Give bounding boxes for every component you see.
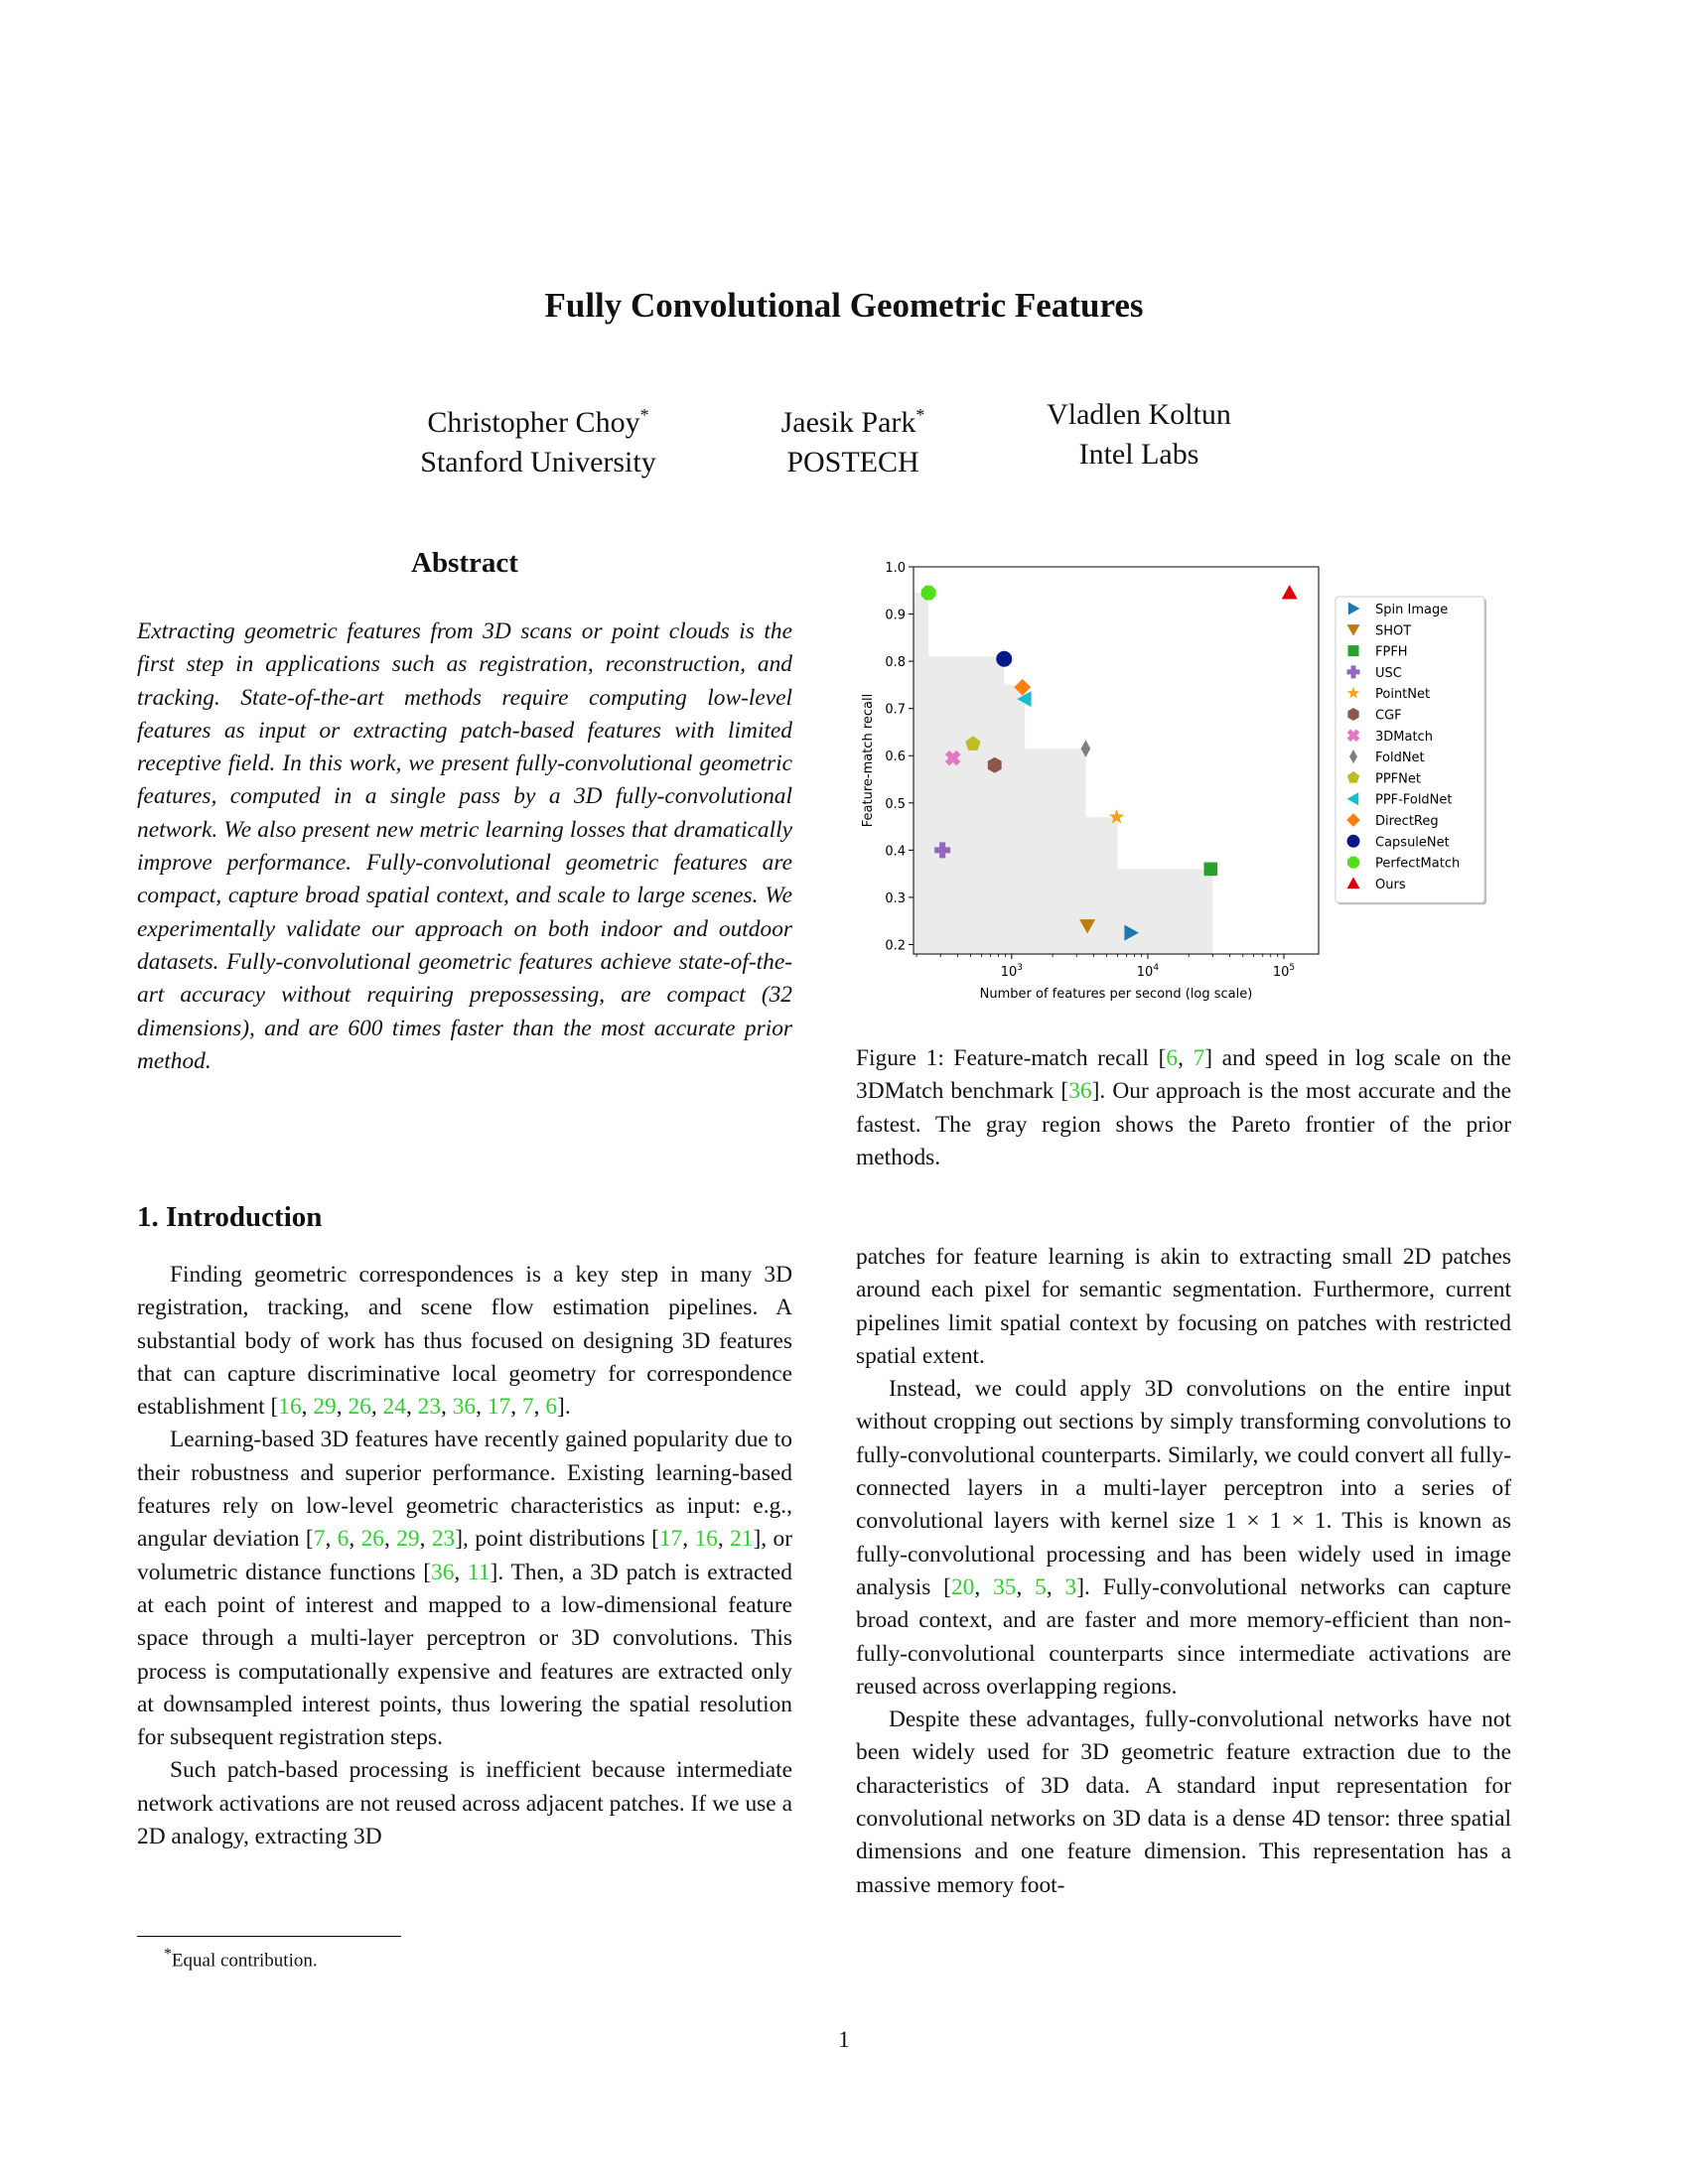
paragraph-text: Instead, we could apply 3D convolutions on the entire input without cropping out sections by simply transforming convolutions to fully-convolutional counterparts. Similarly, we could convert all fully-connected layers in a multi-layer perceptron into a series of convolutional layers with kernel size 1 × 1 × 1. This is known as fully-convolutional processing and has been widely used in image analysis [ [856,1376,1511,1600]
citation-link[interactable]: 16 [278,1394,302,1421]
legend-marker [1347,645,1358,656]
footnote-rule [137,1936,401,1937]
citation-link[interactable]: 7 [1193,1045,1205,1071]
figure-1-caption: Figure 1: Feature-match recall [6, 7] and speed in log scale on the 3DMatch benchmark [36]. Our approach is the most accurate and the fastest. The gray region shows the Pareto frontier of the prior methods. [856,1045,1511,1170]
legend-label: Spin Image [1375,603,1449,617]
citation-link[interactable]: 6 [337,1526,350,1553]
y-tick-label: 1.0 [885,561,906,576]
abstract-heading: Abstract [411,547,518,579]
point-perfectmatch [921,586,936,601]
intro-paragraph-1: Finding geometric correspondences is a key step in many 3D registration, tracking, and scene flow estimation pipelines. A substantial body of work has thus focused on designing 3D features that can capture discriminative local geometry for correspondence establishment [16, 29, 26, 24, 23, 36, 17, 7, 6]. [137,1262,792,1421]
paragraph-text: Learning-based 3D features have recently gained popularity due to their robustness and superior performance. Existing learning-based features rely on low-level geometric characteristics as input: e.g., angular deviation [ [137,1427,792,1553]
footnote-mark: * [164,1946,172,1963]
author-affiliation: POSTECH [786,446,919,478]
author-mark: * [639,405,649,425]
author-affiliation: Intel Labs [1078,438,1199,471]
right-column-body [856,1241,1511,1902]
y-tick-label: 0.3 [885,890,906,906]
citation-link[interactable]: 11 [468,1559,491,1585]
citation-link[interactable]: 26 [360,1526,384,1553]
y-tick-label: 0.7 [885,702,906,718]
citation-link[interactable]: 23 [417,1394,442,1421]
citation-link[interactable]: 23 [431,1526,456,1553]
legend-label: 3DMatch [1375,729,1433,745]
point-fpfh [1204,863,1218,877]
citation-link[interactable]: 36 [452,1394,477,1421]
paper-title: Fully Convolutional Geometric Features [544,286,1144,325]
paragraph-text: Finding geometric correspondences is a key step in many 3D registration, tracking, and scene flow estimation pipelines. A substantial body of work has thus focused on designing 3D features that can capture discriminative local geometry for correspondence establishment [ [137,1262,792,1421]
author-3 [930,395,1347,475]
footnote-text: Equal contribution. [171,1950,318,1972]
citation-link[interactable]: 26 [348,1394,371,1421]
citation-link[interactable]: 16 [694,1526,718,1553]
paragraph-text: ], or volumetric distance functions [ [137,1526,792,1585]
citation-link[interactable]: 7 [313,1526,326,1553]
legend-label: PPFNet [1375,771,1421,787]
point-ours [1282,585,1298,599]
citation-link[interactable]: 5 [1035,1573,1047,1600]
legend-label: FoldNet [1375,751,1425,766]
plot-area [861,561,1319,1002]
y-tick-label: 0.2 [885,938,906,954]
paragraph-text: ]. Then, a 3D patch is extracted at each point of interest and mapped to a low-dimensional feature space through a multi-layer perceptron or 3D convolutions. This process is computationally expensive and features are extracted only at downsampled interest points, thus lowering the spatial resolution for subsequent registration steps. [137,1559,792,1751]
x-axis-label: Number of features per second (log scale) [979,987,1253,1002]
intro-paragraph-4: patches for feature learning is akin to extracting small 2D patches around each pixel for semantic segmentation. Furthermore, current pipelines limit spatial context by focusing on patches with restricted spatial extent. [856,1244,1511,1369]
author-name: Vladlen Koltun [1047,398,1231,431]
abstract-text: Extracting geometric features from 3D scans or point clouds is the first step in applications such as registration, reconstruction, and tracking. State-of-the-art methods require computing low-level features as input or extracting patch-based features with limited receptive field. In this work, we present fully-convolutional geometric features, computed in a single pass by a 3D fully-convolutional network. We also present new metric learning losses that dramatically improve performance. Fully-convolutional geometric features are compact, capture broad spatial context, and scale to large scenes. We experimentally validate our approach on both indoor and outdoor datasets. Fully-convolutional geometric features achieve state-of-the-art accuracy without requiring prepossessing, are compact (32 dimensions), and are 600 times faster than the most accurate prior method. [137,618,792,1074]
citation-link[interactable]: 17 [658,1526,683,1553]
citation-link[interactable]: 20 [950,1573,975,1600]
footnote [164,1946,318,1972]
citation-link[interactable]: 35 [993,1573,1017,1600]
left-column-body [137,1259,792,1853]
caption-text: Figure 1: Feature-match recall [ [856,1045,1167,1071]
citation-link[interactable]: 36 [431,1559,455,1585]
citation-link[interactable]: 6 [545,1394,558,1421]
y-tick-label: 0.9 [885,608,906,623]
legend-marker [1347,835,1360,848]
section-heading-introduction: 1. Introduction [137,1201,323,1233]
intro-paragraph-2: Learning-based 3D features have recently gained popularity due to their robustness and superior performance. Existing learning-based features rely on low-level geometric characteristics as input: e.g., angular deviation [7, 6, 26, 29, 23], point distributions [17, 16, 21], or volumetric distance functions [36, 11]. Then, a 3D patch is extracted at each point of interest and mapped to a low-dimensional feature space through a multi-layer perceptron or 3D convolutions. This process is computationally expensive and features are extracted only at downsampled interest points, thus lowering the spatial resolution for subsequent registration steps. [137,1427,792,1751]
citation-link[interactable]: 36 [1068,1078,1092,1105]
legend-label: Ours [1375,877,1406,892]
intro-paragraph-5: Instead, we could apply 3D convolutions on the entire input without cropping out sections by simply transforming convolutions to fully-convolutional counterparts. Similarly, we could convert all fully-connected layers in a multi-layer perceptron into a series of convolutional layers with kernel size 1 × 1 × 1. This is known as fully-convolutional processing and has been widely used in image analysis [20, 35, 5, 3]. Fully-convolutional networks can capture broad context, and are faster and more memory-efficient than non-fully-convolutional counterparts since intermediate activations are reused across overlapping regions. [856,1376,1512,1700]
legend [1336,597,1486,904]
legend-label: USC [1375,665,1402,681]
intro-paragraph-6: Despite these advantages, fully-convolutional networks have not been widely used for 3D geometric feature extraction due to the characteristics of 3D data. A standard input representation for convolutional networks on 3D data is a dense 4D tensor: three spatial dimensions and one feature dimension. This representation has a massive memory foot- [856,1706,1511,1898]
citation-link[interactable]: 6 [1166,1045,1179,1071]
legend-label: PerfectMatch [1375,856,1461,872]
legend-label: PPF-FoldNet [1375,792,1453,808]
y-tick-label: 0.8 [885,655,906,671]
caption-text: ] and speed in log scale on the 3DMatch benchmark [ [856,1045,1511,1105]
intro-paragraph-3: Such patch-based processing is inefficient because intermediate network activations are not reused across adjacent patches. If we use a 2D analogy, extracting 3D [137,1757,792,1850]
y-tick-label: 0.4 [885,844,906,860]
paragraph-text: ]. Fully-convolutional networks can capture broad context, and are faster and more memory-efficient than non-fully-convolutional counterparts since intermediate activations are reused across overlapping regions. [856,1573,1512,1700]
x-tick-label: $10^5$ [1272,963,1296,980]
citation-link[interactable]: 3 [1064,1573,1077,1600]
y-axis-label: Feature-match recall [861,693,876,828]
author-affiliation: Stanford University [420,446,656,478]
citation-link[interactable]: 17 [487,1394,511,1421]
legend-label: SHOT [1375,623,1412,639]
point-capsulenet [996,651,1012,667]
page-number: 1 [838,2027,850,2052]
figure-1-chart [854,552,1509,1009]
author-name: Jaesik Park [780,406,916,439]
y-tick-label: 0.5 [885,796,906,812]
legend-label: CGF [1375,708,1402,724]
legend-label: FPFH [1375,644,1408,660]
legend-marker [1347,857,1359,869]
x-tick-label: $10^3$ [1000,963,1024,980]
citation-link[interactable]: 29 [313,1394,337,1421]
legend-label: DirectReg [1375,814,1439,829]
paragraph-text: ]. [557,1394,571,1421]
x-tick-label: $10^4$ [1136,963,1160,980]
legend-label: PointNet [1375,687,1431,703]
citation-link[interactable]: 21 [730,1526,754,1553]
citation-link[interactable]: 29 [396,1526,420,1553]
citation-link[interactable]: 7 [521,1394,534,1421]
caption-text: ]. Our approach is the most accurate and the fastest. The gray region shows the Pareto frontier of the prior methods. [856,1078,1511,1170]
legend-label: CapsuleNet [1375,835,1450,851]
author-mark: * [915,405,925,425]
author-name: Christopher Choy [427,406,640,439]
paragraph-text: ], point distributions [ [455,1526,659,1553]
y-tick-label: 0.6 [885,750,906,765]
pareto-region [914,593,1212,954]
citation-link[interactable]: 24 [382,1394,406,1421]
